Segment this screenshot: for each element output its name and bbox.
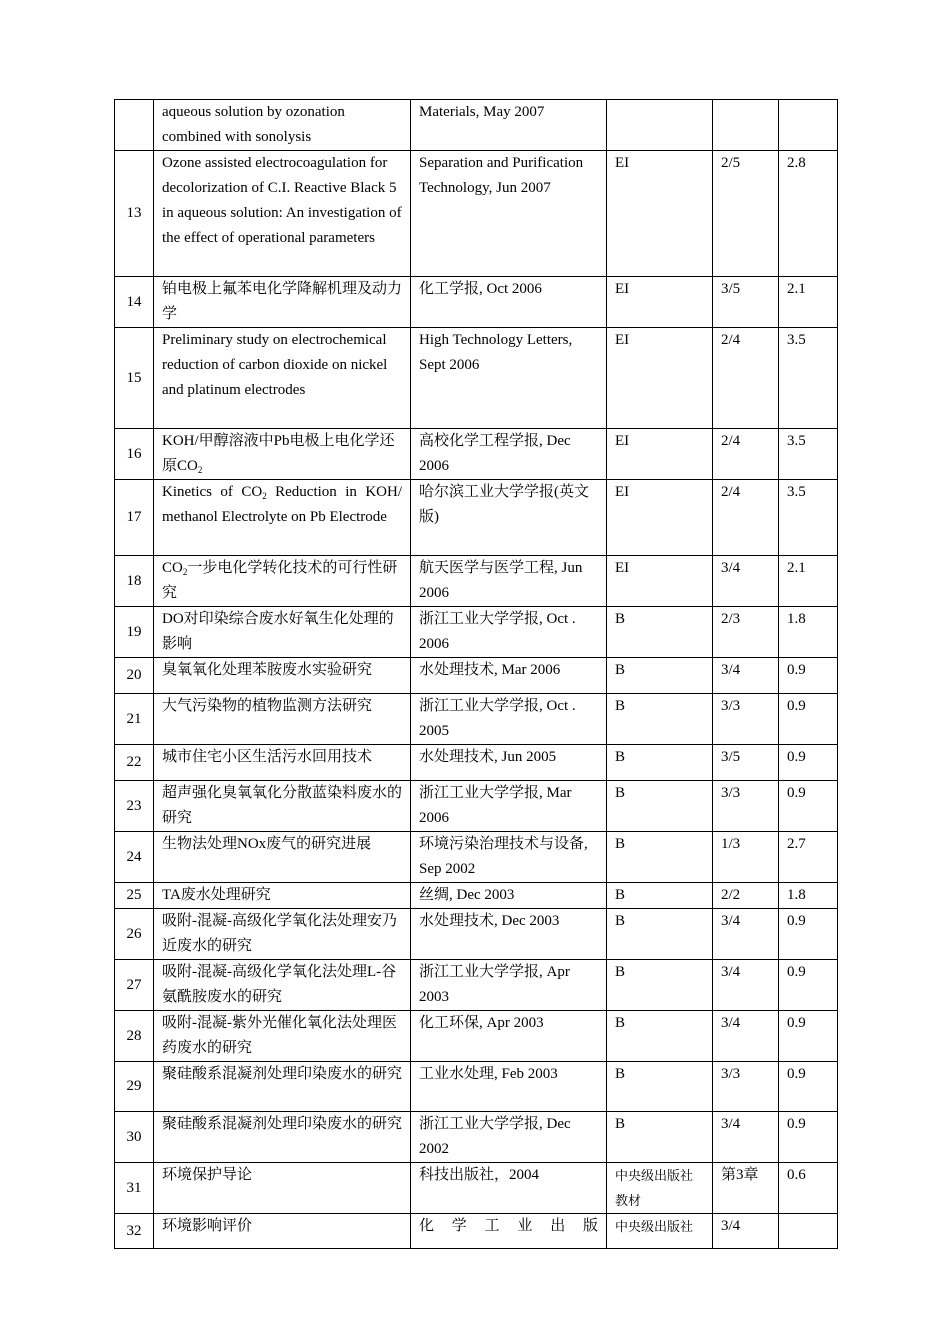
author-rank: 3/4 (713, 1011, 779, 1062)
title-text-rest: Reduction in KOH/ methanol Electrolyte on Pb Electrode (162, 484, 402, 525)
author-rank: 3/5 (713, 277, 779, 328)
score: 3.5 (779, 328, 838, 429)
index-level: EI (607, 328, 713, 429)
author-rank: 3/4 (713, 909, 779, 960)
score (779, 100, 838, 151)
paper-title: 吸附-混凝-高级化学氧化法处理L-谷氨酰胺废水的研究 (154, 960, 411, 1011)
paper-title: 城市住宅小区生活污水回用技术 (154, 745, 411, 781)
score: 0.9 (779, 781, 838, 832)
journal-date: 航天医学与医学工程, Jun 2006 (411, 556, 607, 607)
row-number: 30 (115, 1112, 154, 1163)
score: 2.1 (779, 556, 838, 607)
author-rank: 3/4 (713, 658, 779, 694)
author-rank: 3/4 (713, 556, 779, 607)
score: 1.8 (779, 883, 838, 909)
paper-title: DO对印染综合废水好氧生化处理的影响 (154, 607, 411, 658)
author-rank: 3/4 (713, 1214, 779, 1249)
score: 3.5 (779, 429, 838, 480)
row-number: 28 (115, 1011, 154, 1062)
row-number: 26 (115, 909, 154, 960)
title-text: CO (162, 560, 183, 576)
journal-date: 工业水处理, Feb 2003 (411, 1062, 607, 1112)
table-row (115, 909, 838, 960)
row-number: 18 (115, 556, 154, 607)
index-level: B (607, 658, 713, 694)
index-level: B (607, 1062, 713, 1112)
table-row (115, 832, 838, 883)
table-row (115, 1062, 838, 1112)
paper-title: 生物法处理NOx废气的研究进展 (154, 832, 411, 883)
score: 0.9 (779, 909, 838, 960)
index-level: B (607, 883, 713, 909)
index-level: 中央级出版社教材 (607, 1163, 713, 1214)
author-rank (713, 100, 779, 151)
table-row (115, 429, 838, 480)
index-level: B (607, 1011, 713, 1062)
row-number: 27 (115, 960, 154, 1011)
paper-title: Ozone assisted electrocoagulation for decolorization of C.I. Reactive Black 5 in aqueous solution: An investigation of the effect of operational parameters (154, 151, 411, 277)
author-rank: 2/4 (713, 328, 779, 429)
table-row (115, 658, 838, 694)
index-level: B (607, 781, 713, 832)
table-row (115, 1214, 838, 1249)
index-level: B (607, 1112, 713, 1163)
paper-title: 聚硅酸系混凝剂处理印染废水的研究 (154, 1062, 411, 1112)
paper-title (154, 480, 411, 556)
index-level: EI (607, 429, 713, 480)
author-rank: 3/4 (713, 1112, 779, 1163)
author-rank: 3/4 (713, 960, 779, 1011)
journal-date: 浙江工业大学学报, Apr 2003 (411, 960, 607, 1011)
index-level: B (607, 607, 713, 658)
paper-title: 铂电极上氟苯电化学降解机理及动力学 (154, 277, 411, 328)
journal-date: 科技出版社，2004 (411, 1163, 607, 1214)
table-row (115, 480, 838, 556)
score (779, 1214, 838, 1249)
title-text: KOH/甲醇溶液中Pb电极上电化学还原CO (162, 433, 395, 474)
index-level (607, 100, 713, 151)
paper-title: 环境保护导论 (154, 1163, 411, 1214)
score: 0.6 (779, 1163, 838, 1214)
score: 0.9 (779, 960, 838, 1011)
journal-date: 水处理技术, Jun 2005 (411, 745, 607, 781)
row-number (115, 100, 154, 151)
paper-title: 吸附-混凝-紫外光催化氧化法处理医药废水的研究 (154, 1011, 411, 1062)
journal-date: 高校化学工程学报, Dec 2006 (411, 429, 607, 480)
author-rank: 第3章 (713, 1163, 779, 1214)
publication-table (114, 99, 838, 1249)
row-number: 21 (115, 694, 154, 745)
journal-date: High Technology Letters, Sept 2006 (411, 328, 607, 429)
score: 0.9 (779, 1011, 838, 1062)
table-row (115, 100, 838, 151)
journal-date: 化学工业出版 (411, 1214, 607, 1249)
paper-title (154, 429, 411, 480)
index-level: EI (607, 556, 713, 607)
author-rank: 3/3 (713, 781, 779, 832)
score: 0.9 (779, 658, 838, 694)
index-level: B (607, 745, 713, 781)
row-number: 17 (115, 480, 154, 556)
row-number: 15 (115, 328, 154, 429)
score: 2.1 (779, 277, 838, 328)
index-level: 中央级出版社 (607, 1214, 713, 1249)
index-level: EI (607, 480, 713, 556)
author-rank: 2/4 (713, 429, 779, 480)
author-rank: 2/4 (713, 480, 779, 556)
journal-date: 化工环保, Apr 2003 (411, 1011, 607, 1062)
author-rank: 3/3 (713, 1062, 779, 1112)
score: 0.9 (779, 1062, 838, 1112)
table-row (115, 781, 838, 832)
author-rank: 2/3 (713, 607, 779, 658)
author-rank: 1/3 (713, 832, 779, 883)
journal-date: Materials, May 2007 (411, 100, 607, 151)
table-row (115, 883, 838, 909)
journal-date: 浙江工业大学学报, Oct . 2006 (411, 607, 607, 658)
journal-date: 浙江工业大学学报, Oct . 2005 (411, 694, 607, 745)
row-number: 20 (115, 658, 154, 694)
journal-date: Separation and Purification Technology, Jun 2007 (411, 151, 607, 277)
table-row (115, 556, 838, 607)
score: 3.5 (779, 480, 838, 556)
index-level: B (607, 694, 713, 745)
journal-date: 水处理技术, Dec 2003 (411, 909, 607, 960)
row-number: 22 (115, 745, 154, 781)
table-row (115, 151, 838, 277)
journal-date: 丝绸, Dec 2003 (411, 883, 607, 909)
journal-date: 环境污染治理技术与设备, Sep 2002 (411, 832, 607, 883)
row-number: 14 (115, 277, 154, 328)
table-row (115, 1011, 838, 1062)
table-row (115, 694, 838, 745)
table-row (115, 960, 838, 1011)
journal-date: 哈尔滨工业大学学报(英文版) (411, 480, 607, 556)
score: 2.8 (779, 151, 838, 277)
row-number: 13 (115, 151, 154, 277)
row-number: 24 (115, 832, 154, 883)
row-number: 25 (115, 883, 154, 909)
table-row (115, 1112, 838, 1163)
table-row (115, 1163, 838, 1214)
index-level: B (607, 960, 713, 1011)
journal-date: 化工学报, Oct 2006 (411, 277, 607, 328)
author-rank: 3/3 (713, 694, 779, 745)
table-row (115, 607, 838, 658)
author-rank: 2/5 (713, 151, 779, 277)
row-number: 19 (115, 607, 154, 658)
table-row (115, 277, 838, 328)
row-number: 32 (115, 1214, 154, 1249)
index-level: B (607, 909, 713, 960)
journal-date: 浙江工业大学学报, Dec 2002 (411, 1112, 607, 1163)
index-level: EI (607, 151, 713, 277)
score: 2.7 (779, 832, 838, 883)
index-level: EI (607, 277, 713, 328)
journal-date: 浙江工业大学学报, Mar 2006 (411, 781, 607, 832)
score: 0.9 (779, 745, 838, 781)
title-text: Kinetics of CO (162, 484, 263, 500)
table-row (115, 328, 838, 429)
subscript: 2 (262, 491, 267, 501)
paper-title: 臭氧氧化处理苯胺废水实验研究 (154, 658, 411, 694)
row-number: 23 (115, 781, 154, 832)
paper-title: TA废水处理研究 (154, 883, 411, 909)
score: 0.9 (779, 1112, 838, 1163)
row-number: 16 (115, 429, 154, 480)
paper-title (154, 556, 411, 607)
subscript: 2 (182, 567, 188, 577)
paper-title: Preliminary study on electrochemical reduction of carbon dioxide on nickel and platinum electrodes (154, 328, 411, 429)
row-number: 31 (115, 1163, 154, 1214)
table-row (115, 745, 838, 781)
paper-title: aqueous solution by ozonation combined with sonolysis (154, 100, 411, 151)
index-level: B (607, 832, 713, 883)
score: 0.9 (779, 694, 838, 745)
author-rank: 2/2 (713, 883, 779, 909)
score: 1.8 (779, 607, 838, 658)
row-number: 29 (115, 1062, 154, 1112)
subscript: 2 (197, 465, 203, 475)
paper-title: 超声强化臭氧氧化分散蓝染料废水的研究 (154, 781, 411, 832)
paper-title: 大气污染物的植物监测方法研究 (154, 694, 411, 745)
title-text-rest: 一步电化学转化技术的可行性研究 (162, 560, 398, 601)
author-rank: 3/5 (713, 745, 779, 781)
paper-title: 吸附-混凝-高级化学氧化法处理安乃近废水的研究 (154, 909, 411, 960)
paper-title: 环境影响评价 (154, 1214, 411, 1249)
paper-title: 聚硅酸系混凝剂处理印染废水的研究 (154, 1112, 411, 1163)
journal-date: 水处理技术, Mar 2006 (411, 658, 607, 694)
